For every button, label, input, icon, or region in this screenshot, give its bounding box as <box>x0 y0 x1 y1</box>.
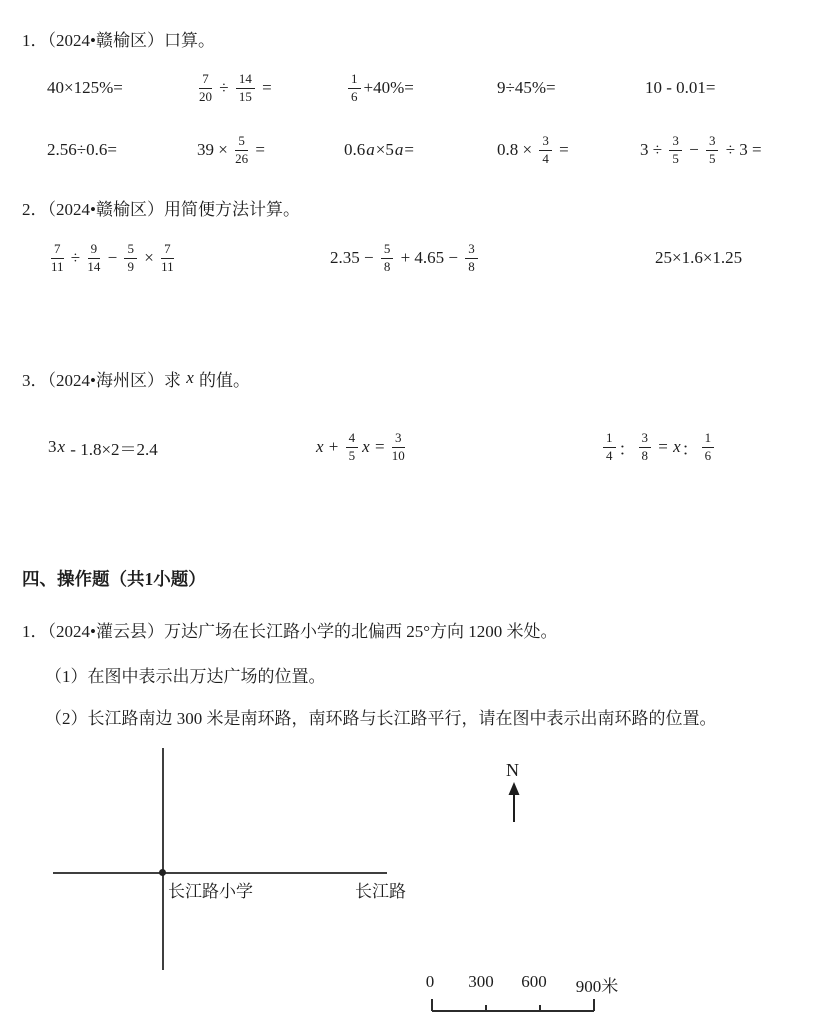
q1-row2-expression-5: 3 ÷ $\frac{3}{5}$ − $\frac{3}{5}$ ÷ 3 = <box>640 132 762 166</box>
q1-row1-expression-5: 10 - 0.01= <box>645 78 716 97</box>
diagram-horizontal-road-line <box>53 872 387 874</box>
question-3-heading: 3．（2024•海州区）求 x 的值。 <box>22 368 250 390</box>
road-label: 长江路 <box>355 882 406 901</box>
q1-row2-expression-1: 2.56÷0.6= <box>47 140 117 159</box>
q1-row2-expression-4: 0.8 × $\frac{3}{4}$ = <box>497 132 569 166</box>
school-label: 长江路小学 <box>168 882 253 901</box>
q4-stem: 1．（2024•灌云县）万达广场在长江路小学的北偏西 25°方向 1200 米处。 <box>22 622 558 641</box>
q1-row1-expression-3: $\frac{1}{6}$ +40%= <box>345 66 414 110</box>
scale-label-900m: 900米 <box>575 977 619 996</box>
q2-expression-2: 2.35 − $\frac{5}{8}$ + 4.65 − $\frac{3}{8}$ <box>330 236 481 280</box>
question-2-heading: 2．（2024•赣榆区）用简便方法计算。 <box>22 200 300 219</box>
q4-subquestion-1: （1）在图中表示出万达广场的位置。 <box>45 667 326 686</box>
north-label: N <box>506 760 519 780</box>
q3-expression-2: x + $\frac{4}{5}$ x = $\frac{3}{10}$ <box>316 429 405 463</box>
q1-row1-expression-4: 9÷45%= <box>497 78 556 97</box>
question-1-heading: 1．（2024•赣榆区）口算。 <box>22 31 215 50</box>
scale-label-300: 300 <box>468 972 494 991</box>
q4-subquestion-2: （2）长江路南边 300 米是南环路，南环路与长江路平行，请在图中表示出南环路的位置。 <box>45 709 717 728</box>
q3-expression-1: 3 x - 1.8×2＝2.4 <box>48 437 158 459</box>
section-4-heading: 四、操作题（共1小题） <box>22 569 206 589</box>
scale-label-600: 600 <box>521 972 547 991</box>
q1-row1-expression-1: 40×125%= <box>47 78 123 97</box>
q1-row2-expression-3: 0.6 a ×5 a = <box>344 140 414 159</box>
q2-expression-1: $\frac{7}{11}$ ÷ $\frac{9}{14}$ − $\frac{5}{9}$ × $\frac{7}{11}$ <box>51 240 174 274</box>
diagram-vertical-road-line <box>162 748 164 970</box>
school-point-marker <box>159 869 166 876</box>
q1-row1-expression-2: $\frac{7}{20}$ ÷ $\frac{14}{15}$ = <box>199 70 272 104</box>
north-arrow-icon <box>506 782 522 824</box>
q3-expression-3: $\frac{1}{4}$ ： $\frac{3}{8}$ = x ： $\frac{1}{6}$ <box>600 425 717 469</box>
scale-label-0: 0 <box>425 972 435 991</box>
q2-expression-3: 25×1.6×1.25 <box>655 248 743 267</box>
scale-ruler <box>429 995 597 1013</box>
q1-row2-expression-2: 39 × $\frac{5}{26}$ = <box>197 132 265 166</box>
